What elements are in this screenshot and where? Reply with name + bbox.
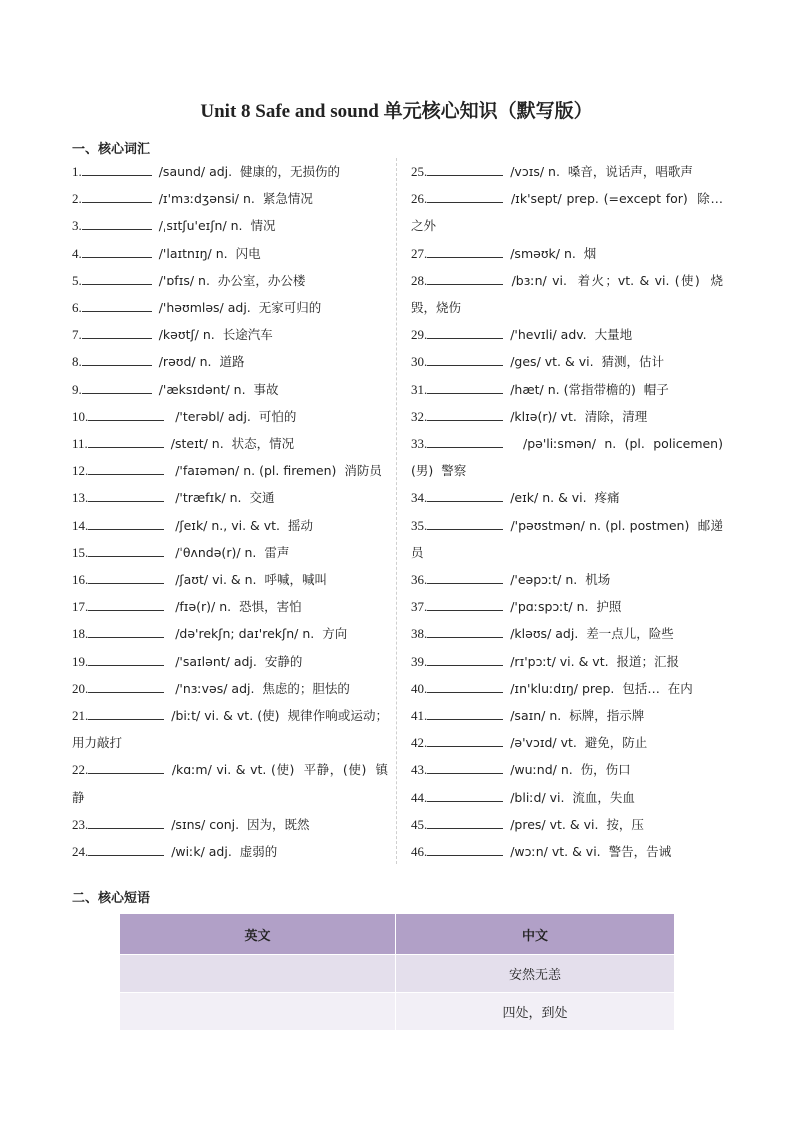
- answer-blank[interactable]: [82, 379, 152, 394]
- answer-blank[interactable]: [82, 297, 152, 312]
- vocab-definition: /eɪk/ n. & vi. 疼痛: [506, 490, 620, 506]
- vocab-item: [72, 294, 388, 321]
- section-heading-phrases: 二、核心短语: [72, 891, 151, 906]
- answer-blank[interactable]: [88, 814, 164, 829]
- vocab-item: [411, 620, 723, 647]
- vocab-item: [411, 648, 723, 675]
- vocab-item: [72, 457, 388, 484]
- vocab-item: [411, 811, 723, 838]
- vocab-definition: /kləʊs/ adj. 差一点儿，险些: [506, 626, 674, 642]
- vocab-definition: /'həʊmləs/ adj. 无家可归的: [154, 300, 322, 316]
- vocab-number: 20.: [72, 680, 89, 696]
- vocab-item: [72, 430, 388, 457]
- vocab-item: [72, 648, 388, 675]
- vocab-number: 35.: [411, 517, 428, 533]
- vocab-definition: /ˌsɪtʃu'eɪʃn/ n. 情况: [154, 218, 276, 234]
- vocab-item: [72, 702, 388, 756]
- vocab-number: 43.: [411, 762, 428, 778]
- vocab-number: 7.: [72, 327, 82, 343]
- vocab-item: [411, 702, 723, 729]
- vocab-definition: /rəʊd/ n. 道路: [154, 354, 245, 370]
- vocab-definition: /'træfɪk/ n. 交通: [167, 490, 275, 506]
- vocab-number: 34.: [411, 490, 428, 506]
- vocab-number: 10.: [72, 408, 89, 424]
- vocab-item: [72, 620, 388, 647]
- vocab-definition: /'pəʊstmən/ n. (pl. postmen) 邮递员: [411, 517, 723, 560]
- vocab-number: 28.: [411, 272, 428, 288]
- vocab-definition: /ges/ vt. & vi. 猜测，估计: [506, 354, 665, 370]
- vocab-number: 22.: [72, 762, 89, 778]
- vocab-item: [411, 729, 723, 756]
- vocab-number: 30.: [411, 354, 428, 370]
- vocab-item: [72, 376, 388, 403]
- vocab-definition: /'faɪəmən/ n. (pl. firemen) 消防员: [167, 463, 382, 479]
- answer-blank[interactable]: [427, 515, 503, 530]
- vocab-definition: /sməʊk/ n. 烟: [506, 245, 597, 261]
- answer-blank[interactable]: [88, 678, 164, 693]
- answer-blank[interactable]: [88, 759, 164, 774]
- answer-blank[interactable]: [427, 243, 503, 258]
- vocab-definition: /biːt/ vi. & vt. (使) 规律作响或运动；用力敲打: [72, 708, 388, 751]
- answer-blank[interactable]: [88, 705, 164, 720]
- vocab-number: 19.: [72, 653, 89, 669]
- vocab-number: 40.: [411, 680, 428, 696]
- vocab-item: [72, 566, 388, 593]
- vocab-definition: /'æksɪdənt/ n. 事故: [154, 381, 279, 397]
- vocab-item: [411, 566, 723, 593]
- answer-blank[interactable]: [88, 515, 164, 530]
- vocab-definition: /klɪə(r)/ vt. 清除，清理: [506, 408, 648, 424]
- vocab-item: [72, 348, 388, 375]
- answer-blank[interactable]: [82, 243, 152, 258]
- vocab-item: [411, 675, 723, 702]
- answer-blank[interactable]: [427, 270, 503, 285]
- vocab-definition: /'saɪlənt/ adj. 安静的: [167, 653, 303, 669]
- vocab-definition: /kɑːm/ vi. & vt. (使) 平静，(使) 镇静: [72, 762, 388, 805]
- vocab-number: 3.: [72, 218, 82, 234]
- answer-blank[interactable]: [88, 596, 164, 611]
- answer-blank[interactable]: [82, 270, 152, 285]
- answer-blank[interactable]: [82, 215, 152, 230]
- answer-blank[interactable]: [427, 433, 503, 448]
- vocab-number: 24.: [72, 844, 89, 860]
- answer-blank[interactable]: [88, 841, 164, 856]
- vocab-item: [72, 158, 388, 185]
- vocab-definition: /saɪn/ n. 标牌，指示牌: [506, 708, 645, 724]
- answer-blank[interactable]: [427, 487, 503, 502]
- answer-blank[interactable]: [88, 569, 164, 584]
- vocab-item: [72, 321, 388, 348]
- answer-blank[interactable]: [82, 351, 152, 366]
- vocab-number: 42.: [411, 735, 428, 751]
- phrase-chinese: 四处，到处: [396, 993, 675, 1031]
- vocab-item: [411, 756, 723, 783]
- vocab-definition: /də'rekʃn; daɪ'rekʃn/ n. 方向: [167, 626, 348, 642]
- answer-blank[interactable]: [427, 678, 503, 693]
- vocab-number: 46.: [411, 844, 428, 860]
- vocab-number: 13.: [72, 490, 89, 506]
- answer-blank[interactable]: [82, 324, 152, 339]
- answer-blank[interactable]: [427, 351, 503, 366]
- vocab-number: 18.: [72, 626, 89, 642]
- vocab-definition: /hæt/ n. (常指带檐的) 帽子: [506, 381, 669, 397]
- vocab-item: [72, 593, 388, 620]
- vocab-definition: /'hevɪli/ adv. 大量地: [506, 327, 633, 343]
- vocab-definition: /ɪn'kluːdɪŋ/ prep. 包括… 在内: [506, 680, 693, 696]
- vocab-definition: /vɔɪs/ n. 嗓音，说话声，唱歌声: [506, 164, 693, 179]
- vocab-definition: /'nɜːvəs/ adj. 焦虑的；胆怯的: [167, 680, 350, 696]
- vocab-item: [411, 838, 723, 865]
- vocab-item: [72, 403, 388, 430]
- vocab-column-right: [411, 158, 731, 865]
- answer-blank[interactable]: [88, 460, 164, 475]
- vocab-definition: /rɪ'pɔːt/ vi. & vt. 报道；汇报: [506, 653, 680, 669]
- vocab-definition: /ˈθʌndə(r)/ n. 雷声: [167, 544, 290, 560]
- vocab-item: [411, 240, 723, 267]
- vocab-definition: /sɪns/ conj. 因为，既然: [167, 816, 310, 832]
- answer-blank[interactable]: [427, 759, 503, 774]
- vocab-definition: /kəʊtʃ/ n. 长途汽车: [154, 327, 273, 343]
- column-divider: [396, 158, 397, 864]
- vocab-definition: /'laɪtnɪŋ/ n. 闪电: [154, 245, 261, 261]
- vocab-number: 16.: [72, 572, 89, 588]
- answer-blank[interactable]: [427, 596, 503, 611]
- answer-blank[interactable]: [427, 406, 503, 421]
- vocab-definition: /saund/ adj. 健康的，无损伤的: [154, 164, 341, 179]
- vocab-item: [411, 376, 723, 403]
- vocab-definition: /bliːd/ vi. 流血，失血: [506, 789, 635, 805]
- vocab-number: 33.: [411, 436, 428, 452]
- vocab-item: [411, 430, 731, 484]
- vocab-definition: /fɪə(r)/ n. 恐惧，害怕: [167, 599, 302, 615]
- vocab-item: [411, 321, 723, 348]
- vocab-item: [411, 185, 731, 239]
- vocab-number: 4.: [72, 245, 82, 261]
- vocab-item: [72, 240, 388, 267]
- answer-blank[interactable]: [88, 487, 164, 502]
- vocab-number: 32.: [411, 408, 428, 424]
- vocab-number: 29.: [411, 327, 428, 343]
- vocab-definition: /ɪ'mɜːdʒənsi/ n. 紧急情况: [154, 191, 313, 207]
- vocab-definition: /ʃeɪk/ n., vi. & vt. 摇动: [167, 517, 313, 533]
- vocab-number: 2.: [72, 191, 82, 207]
- vocab-item: [411, 484, 723, 511]
- answer-blank[interactable]: [427, 379, 503, 394]
- vocab-number: 11.: [72, 436, 88, 452]
- vocab-definition: /ə'vɔɪd/ vt. 避免，防止: [506, 735, 648, 751]
- answer-blank[interactable]: [88, 433, 164, 448]
- vocab-definition: /steɪt/ n. 状态，情况: [166, 436, 295, 452]
- vocab-definition: /'eəpɔːt/ n. 机场: [506, 572, 611, 588]
- vocab-number: 5.: [72, 272, 82, 288]
- vocab-definition: /'pɑːspɔːt/ n. 护照: [506, 599, 622, 615]
- vocab-number: 23.: [72, 816, 89, 832]
- phrase-table-header-row: [120, 914, 674, 955]
- vocab-item: [411, 403, 723, 430]
- vocab-item: [72, 675, 388, 702]
- vocab-number: 15.: [72, 544, 89, 560]
- answer-blank[interactable]: [427, 732, 503, 747]
- vocab-number: 45.: [411, 816, 428, 832]
- vocab-definition: /wiːk/ adj. 虚弱的: [167, 844, 278, 860]
- answer-blank[interactable]: [88, 406, 164, 421]
- answer-blank[interactable]: [427, 161, 503, 176]
- vocab-item: [411, 784, 723, 811]
- answer-blank[interactable]: [427, 787, 503, 802]
- vocab-item: [72, 512, 388, 539]
- answer-blank[interactable]: [427, 188, 503, 203]
- vocab-number: 38.: [411, 626, 428, 642]
- vocab-item: [72, 811, 388, 838]
- vocab-definition: /ʃaʊt/ vi. & n. 呼喊，喊叫: [167, 572, 327, 588]
- section-heading-vocab: 一、核心词汇: [72, 142, 151, 157]
- vocab-number: 37.: [411, 599, 428, 615]
- vocab-item: [72, 212, 388, 239]
- answer-blank[interactable]: [82, 188, 152, 203]
- answer-blank[interactable]: [427, 623, 503, 638]
- vocab-number: 14.: [72, 517, 89, 533]
- answer-blank[interactable]: [427, 841, 503, 856]
- vocab-definition: /pə'liːsmən/ n. (pl. policemen) (男) 警察: [411, 436, 731, 479]
- phrase-row: [120, 993, 674, 1031]
- header-english: 英文: [120, 914, 396, 955]
- vocab-definition: /bɜːn/ vi. 着火；vt. & vi. (使) 烧毁，烧伤: [411, 272, 723, 316]
- vocab-definition: /ɪk'sept/ prep. (=except for) 除… 之外: [411, 191, 731, 234]
- answer-blank[interactable]: [88, 651, 164, 666]
- answer-blank[interactable]: [427, 705, 503, 720]
- vocab-definition: /pres/ vt. & vi. 按，压: [506, 816, 644, 832]
- vocab-number: 36.: [411, 572, 428, 588]
- phrase-english-blank[interactable]: [120, 993, 396, 1031]
- vocab-column-left: [72, 158, 388, 865]
- vocab-number: 39.: [411, 653, 428, 669]
- phrase-row: [120, 955, 674, 993]
- vocab-number: 21.: [72, 708, 89, 724]
- vocab-item: [72, 484, 388, 511]
- vocab-definition: /wuːnd/ n. 伤，伤口: [506, 762, 631, 778]
- vocab-number: 25.: [411, 164, 428, 179]
- vocab-item: [72, 185, 388, 212]
- answer-blank[interactable]: [88, 623, 164, 638]
- answer-blank[interactable]: [427, 814, 503, 829]
- vocab-definition: /'terəbl/ adj. 可怕的: [167, 408, 297, 424]
- answer-blank[interactable]: [427, 569, 503, 584]
- page-title: Unit 8 Safe and sound 单元核心知识（默写版）: [200, 101, 593, 122]
- answer-blank[interactable]: [427, 651, 503, 666]
- vocab-item: [72, 539, 388, 566]
- vocab-number: 8.: [72, 354, 82, 370]
- answer-blank[interactable]: [82, 161, 152, 176]
- phrase-chinese: 安然无恙: [396, 955, 675, 993]
- vocab-item: [411, 348, 723, 375]
- phrase-table: [120, 914, 674, 1030]
- vocab-number: 17.: [72, 599, 89, 615]
- vocab-number: 41.: [411, 708, 428, 724]
- answer-blank[interactable]: [427, 324, 503, 339]
- vocab-number: 1.: [72, 164, 82, 179]
- vocab-item: [411, 512, 723, 566]
- vocab-definition: /wɔːn/ vt. & vi. 警告，告诫: [506, 844, 672, 860]
- answer-blank[interactable]: [88, 542, 164, 557]
- vocab-number: 44.: [411, 789, 428, 805]
- vocab-item: [411, 158, 723, 185]
- vocab-item: [72, 756, 388, 810]
- header-chinese: 中文: [396, 914, 675, 955]
- vocab-number: 31.: [411, 381, 428, 397]
- vocab-item: [411, 593, 723, 620]
- vocab-item: [411, 267, 723, 321]
- vocab-number: 27.: [411, 245, 428, 261]
- vocab-number: 9.: [72, 381, 82, 397]
- vocab-number: 12.: [72, 463, 89, 479]
- vocab-item: [72, 838, 388, 865]
- vocab-definition: /'ɒfɪs/ n. 办公室，办公楼: [154, 272, 306, 288]
- vocab-item: [72, 267, 388, 294]
- phrase-english-blank[interactable]: [120, 955, 396, 993]
- vocab-number: 26.: [411, 191, 428, 207]
- vocab-number: 6.: [72, 300, 82, 316]
